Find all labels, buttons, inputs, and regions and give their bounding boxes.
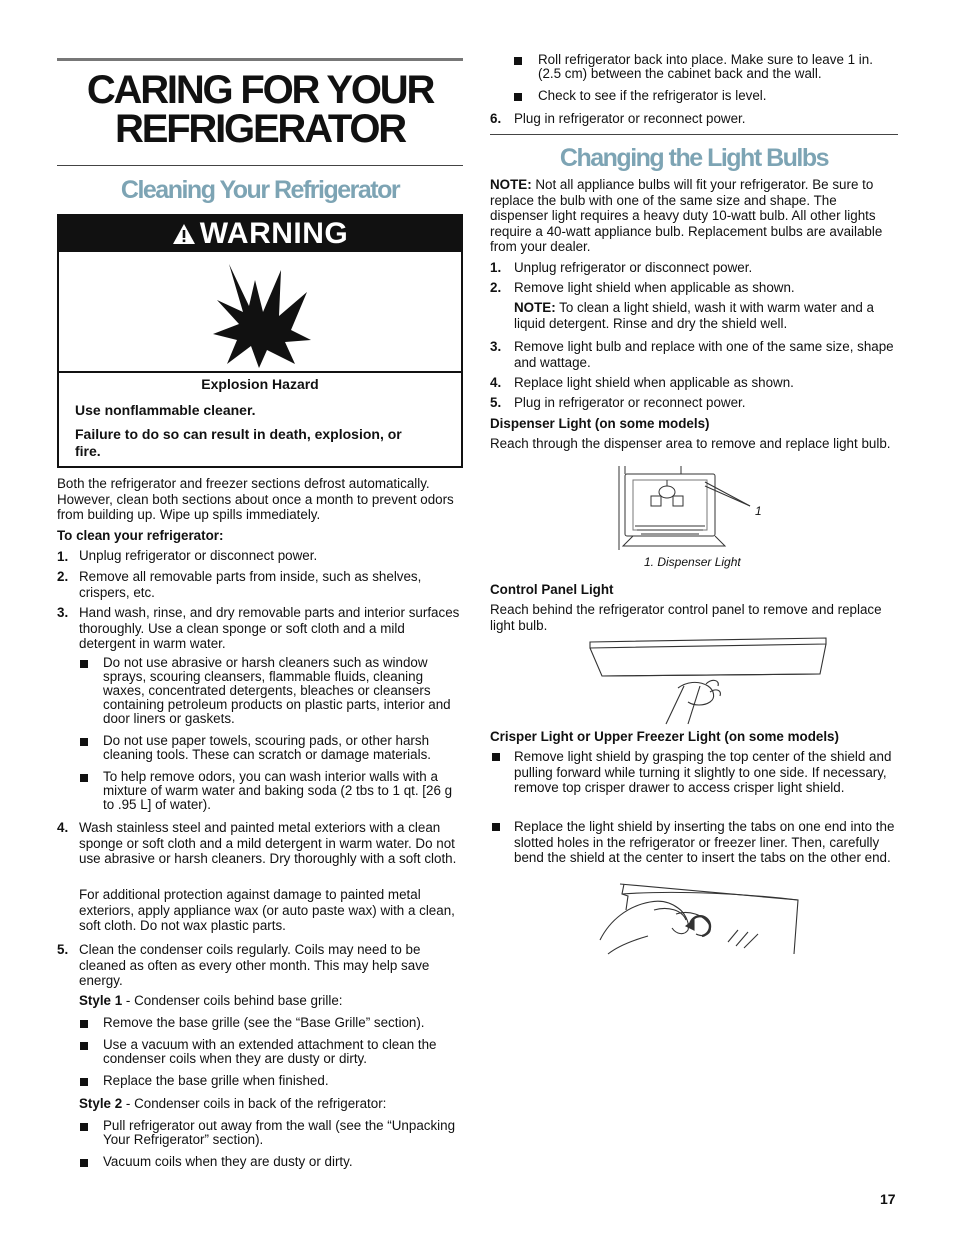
bullet-icon [492, 823, 500, 831]
page-title-line1: CARING FOR YOUR [86, 68, 434, 112]
crisper-bullet: Replace the light shield by inserting the tabs on one end into the slotted holes in the refrigerator or freezer liner. Then, carefully bend the shield at the center to insert the tabs on the other end. [514, 819, 895, 866]
step3-bullet: Do not use abrasive or harsh cleaners such as window sprays, scouring cleansers, flammable fluids, cleaning waxes, concentrated detergents, bleaches or cleansers containing petroleum products on plastic parts, interior and door liners or gaskets. [103, 655, 451, 727]
warning-triangle-icon [172, 223, 196, 245]
step-number: 2. [57, 569, 69, 584]
bulbs-note [490, 177, 898, 255]
dispenser-callout: 1 [755, 504, 762, 518]
style2-bullet: Pull refrigerator out away from the wall (see the “Unpacking Your Refrigerator” section). [103, 1118, 456, 1148]
step-number: 3. [490, 339, 502, 354]
bulbs-step2: Remove light shield when applicable as shown. [514, 280, 795, 295]
step3-bullet: To help remove odors, you can wash interior walls with a mixture of warm water and baking soda (2 tbs to 1 qt. [26 g to .95 L] of water). [103, 769, 453, 813]
step-number: 4. [57, 820, 69, 835]
section-rule [490, 134, 898, 135]
step-number: 1. [57, 549, 69, 564]
style1-bullet: Replace the base grille when finished. [103, 1073, 329, 1088]
cleaning-step4: Wash stainless steel and painted metal exteriors with a clean sponge or soft cloth and a mild detergent in warm water. Do not use abrasive or harsh cleaners. Dry thoroughly with a soft cloth. [79, 820, 457, 867]
dispenser-text: Reach through the dispenser area to remove and replace light bulb. [490, 436, 891, 451]
bullet-icon [80, 1020, 88, 1028]
warning-separator [59, 371, 461, 373]
step-number: 5. [490, 395, 502, 410]
note-label: NOTE: [490, 177, 532, 192]
style2-line [79, 1096, 463, 1112]
hazard-line2: Failure to do so can result in death, explosion, or fire. [75, 426, 402, 459]
bullet-icon [80, 774, 88, 782]
style1-line [79, 993, 463, 1009]
style1-bullet: Remove the base grille (see the “Base Grille” section). [103, 1015, 425, 1030]
bulbs-step1: Unplug refrigerator or disconnect power. [514, 260, 753, 275]
cleaning-step3: Hand wash, rinse, and dry removable parts and interior surfaces thoroughly. Use a clean sponge or soft cloth and a mild detergent in warm water. [79, 605, 460, 652]
bullet-icon [80, 1042, 88, 1050]
bullet-icon [492, 753, 500, 761]
continued-bullet: Roll refrigerator back into place. Make sure to leave 1 in. (2.5 cm) between the cabinet back and the wall. [538, 52, 873, 82]
note-text: To clean a light shield, wash it with warm water and a liquid detergent. Rinse and dry the shield well. [514, 300, 874, 331]
bullet-icon [80, 660, 88, 668]
cleaning-step5: Clean the condenser coils regularly. Coils may need to be cleaned as often as every other month. This may help save energy. [79, 942, 430, 989]
style2-label: Style 2 [79, 1096, 123, 1111]
bullet-icon [80, 1078, 88, 1086]
page-title-line2: REFRIGERATOR [115, 107, 405, 151]
page-number: 17 [880, 1191, 896, 1207]
style1-bullet: Use a vacuum with an extended attachment to clean the condenser coils when they are dusty or dirty. [103, 1037, 437, 1067]
style1-label: Style 1 [79, 993, 123, 1008]
bullet-icon [80, 1159, 88, 1167]
bullet-icon [80, 1123, 88, 1131]
continued-step6: Plug in refrigerator or reconnect power. [514, 111, 746, 126]
cleaning-intro: Both the refrigerator and freezer sections defrost automatically. However, clean both sections about once a month to prevent odors from building up. Wipe up spills immediately. [57, 476, 454, 523]
warning-bar [59, 216, 461, 252]
cleaning-step1: Unplug refrigerator or disconnect power. [79, 548, 318, 563]
warning-box [57, 214, 463, 468]
explosion-icon [207, 260, 317, 370]
bullet-icon [80, 738, 88, 746]
dispenser-light-illustration [615, 466, 775, 554]
bullet-icon [514, 93, 522, 101]
hazard-title: Explosion Hazard [201, 376, 319, 392]
note-label: NOTE: [514, 300, 556, 315]
style1-text: - Condenser coils behind base grille: [122, 993, 343, 1008]
note-text: Not all appliance bulbs will fit your refrigerator. Be sure to replace the bulb with one of the same size and shape. The dispenser light requires a heavy duty 10-watt bulb. All other lights require a 40-watt appliance bulb. Replacement bulbs are available from your dealer. [490, 177, 883, 255]
cleaning-step2: Remove all removable parts from inside, such as shelves, crispers, etc. [79, 569, 422, 600]
crisper-heading: Crisper Light or Upper Freezer Light (on some models) [490, 729, 839, 744]
cleaning-step4-extra: For additional protection against damage to painted metal exteriors, apply appliance wax (or auto paste wax) with a clean, soft cloth. Do not wax plastic parts. [79, 887, 455, 934]
step-number: 1. [490, 260, 502, 275]
title-rule [57, 165, 463, 166]
bulbs-step2-note [514, 300, 898, 331]
dispenser-caption: 1. Dispenser Light [644, 555, 741, 569]
style2-text: - Condenser coils in back of the refrigerator: [122, 1096, 387, 1111]
bulbs-heading: Changing the Light Bulbs [559, 144, 829, 172]
step-number: 3. [57, 605, 69, 620]
step-number: 5. [57, 942, 69, 957]
step-number: 2. [490, 280, 502, 295]
style2-bullet: Vacuum coils when they are dusty or dirty. [103, 1154, 353, 1169]
step-number: 6. [490, 111, 502, 126]
hazard-line1: Use nonflammable cleaner. [75, 402, 256, 418]
bulbs-step4: Replace light shield when applicable as shown. [514, 375, 794, 390]
warning-label: WARNING [199, 217, 349, 250]
bulbs-step5: Plug in refrigerator or reconnect power. [514, 395, 746, 410]
cleaning-subhead: To clean your refrigerator: [57, 528, 224, 543]
cleaning-heading: Cleaning Your Refrigerator [120, 176, 400, 204]
crisper-shield-illustration [598, 880, 808, 956]
dispenser-heading: Dispenser Light (on some models) [490, 416, 710, 431]
step3-bullet: Do not use paper towels, scouring pads, or other harsh cleaning tools. These can scratch or damage materials. [103, 733, 431, 763]
step-number: 4. [490, 375, 502, 390]
bullet-icon [514, 57, 522, 65]
control-heading: Control Panel Light [490, 582, 614, 597]
bulbs-step3: Remove light bulb and replace with one of the same size, shape and wattage. [514, 339, 894, 370]
top-rule [57, 58, 463, 61]
crisper-bullet: Remove light shield by grasping the top center of the shield and pulling forward while turning it slightly to one side. If necessary, remove top crisper drawer to access crisper light shield. [514, 749, 892, 796]
control-text: Reach behind the refrigerator control panel to remove and replace light bulb. [490, 602, 882, 633]
continued-bullet: Check to see if the refrigerator is level. [538, 88, 767, 103]
control-panel-illustration [588, 636, 830, 726]
